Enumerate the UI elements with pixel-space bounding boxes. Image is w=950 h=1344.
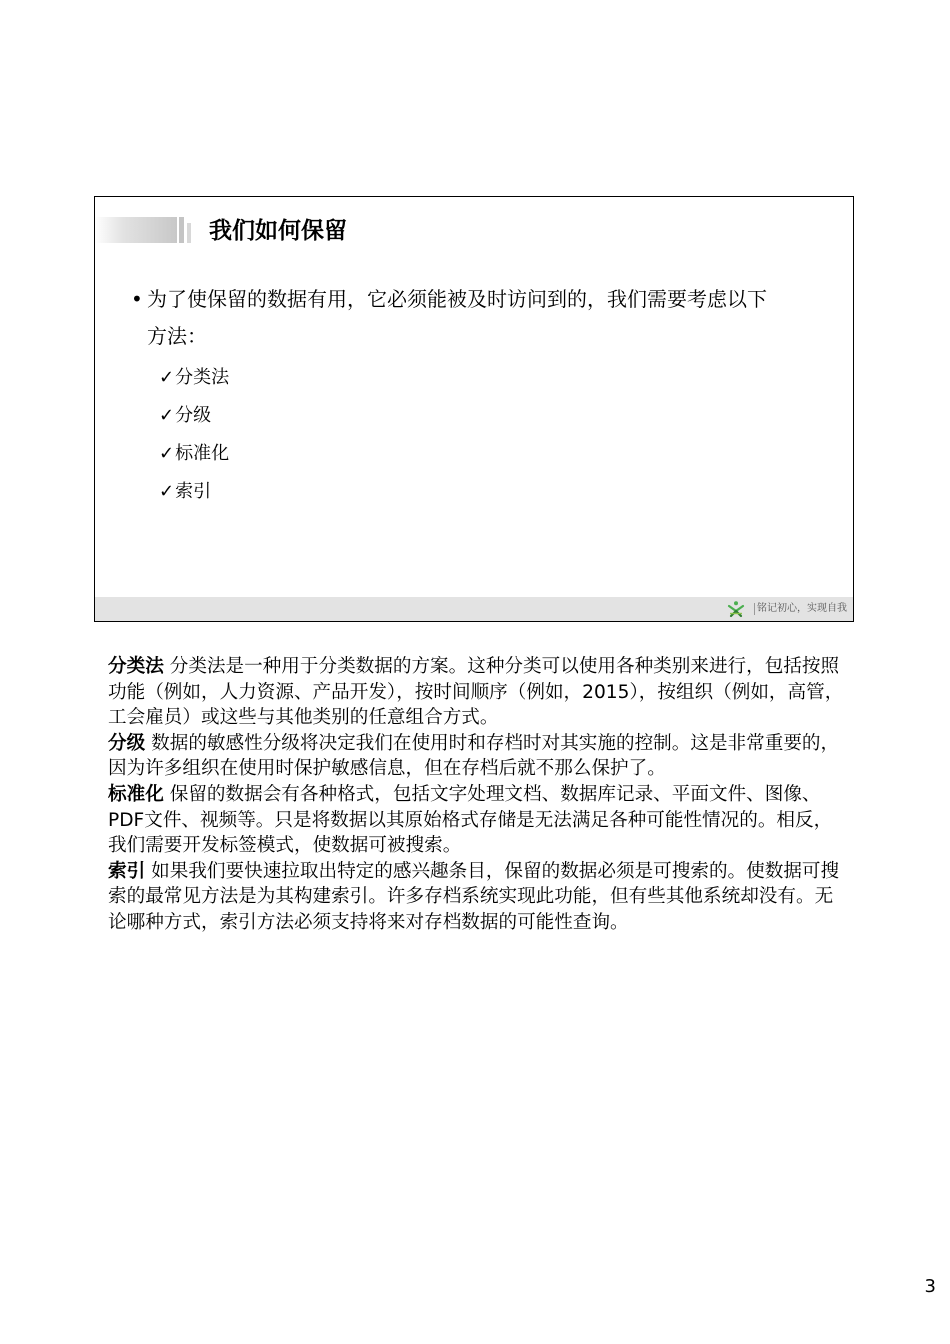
checklist <box>159 359 229 511</box>
slide <box>94 196 854 622</box>
checklist-item-label: 索引 <box>175 481 212 502</box>
note-term: 分类法 <box>108 656 164 677</box>
checklist-item <box>159 397 229 435</box>
note-term: 标准化 <box>108 783 164 805</box>
green-figure-logo-icon <box>727 600 745 618</box>
notes-section <box>108 654 848 936</box>
note-text: 保留的数据会有各种格式，包括文字处理文档、数据库记录、平面文件、图像、PDF文件、视频等。只是将数据以其原始格式存储是无法满足各种可能性情况的。相反，我们需要开发标签模式，使数据可被搜索。 <box>108 783 833 857</box>
note-text: 如果我们要快速拉取出特定的感兴趣条目，保留的数据必须是可搜索的。使数据可搜索的最常见方法是为其构建索引。许多存档系统实现此功能，但有些其他系统却没有。无论哪种方式，索引方法必须支持将来对存档数据的可能性查询。 <box>108 860 840 933</box>
check-icon: ✓ <box>159 367 175 388</box>
checklist-item <box>159 473 229 511</box>
note-paragraph <box>108 731 848 782</box>
note-paragraph <box>108 654 848 731</box>
note-term: 索引 <box>108 860 146 882</box>
page-number: 3 <box>924 1276 936 1297</box>
note-term: 分级 <box>108 732 146 754</box>
note-paragraph <box>108 859 848 936</box>
check-icon: ✓ <box>159 443 175 464</box>
checklist-item <box>159 359 229 397</box>
bullet-marker: • <box>131 287 143 311</box>
slide-footer <box>95 597 853 621</box>
bullet-text: 为了使保留的数据有用，它必须能被及时访问到的，我们需要考虑以下方法： <box>147 287 767 348</box>
footer-divider <box>754 603 755 615</box>
note-text: 数据的敏感性分级将决定我们在使用时和存档时对其实施的控制。这是非常重要的，因为许多组织在使用时保护敏感信息，但在存档后就不那么保护了。 <box>108 732 840 780</box>
check-icon: ✓ <box>159 481 175 502</box>
title-accent-tick <box>187 223 191 243</box>
title-accent-tick <box>179 217 184 243</box>
note-text: 分类法是一种用于分类数据的方案。这种分类可以使用各种类别来进行，包括按照功能（例如，人力资源、产品开发），按时间顺序（例如，2015），按组织（例如，高管，工会雇员）或这些与其他类别的任意组合方式。 <box>108 656 844 729</box>
checklist-item <box>159 435 229 473</box>
check-icon: ✓ <box>159 405 175 426</box>
checklist-item-label: 分级 <box>175 405 212 426</box>
bullet-point <box>131 281 771 355</box>
checklist-item-label: 分类法 <box>175 367 230 388</box>
footer-slogan: 铭记初心，实现自我 <box>757 603 847 614</box>
slide-title: 我们如何保留 <box>209 218 347 244</box>
title-accent-bar <box>95 217 177 243</box>
checklist-item-label: 标准化 <box>175 443 230 464</box>
note-paragraph <box>108 782 848 859</box>
